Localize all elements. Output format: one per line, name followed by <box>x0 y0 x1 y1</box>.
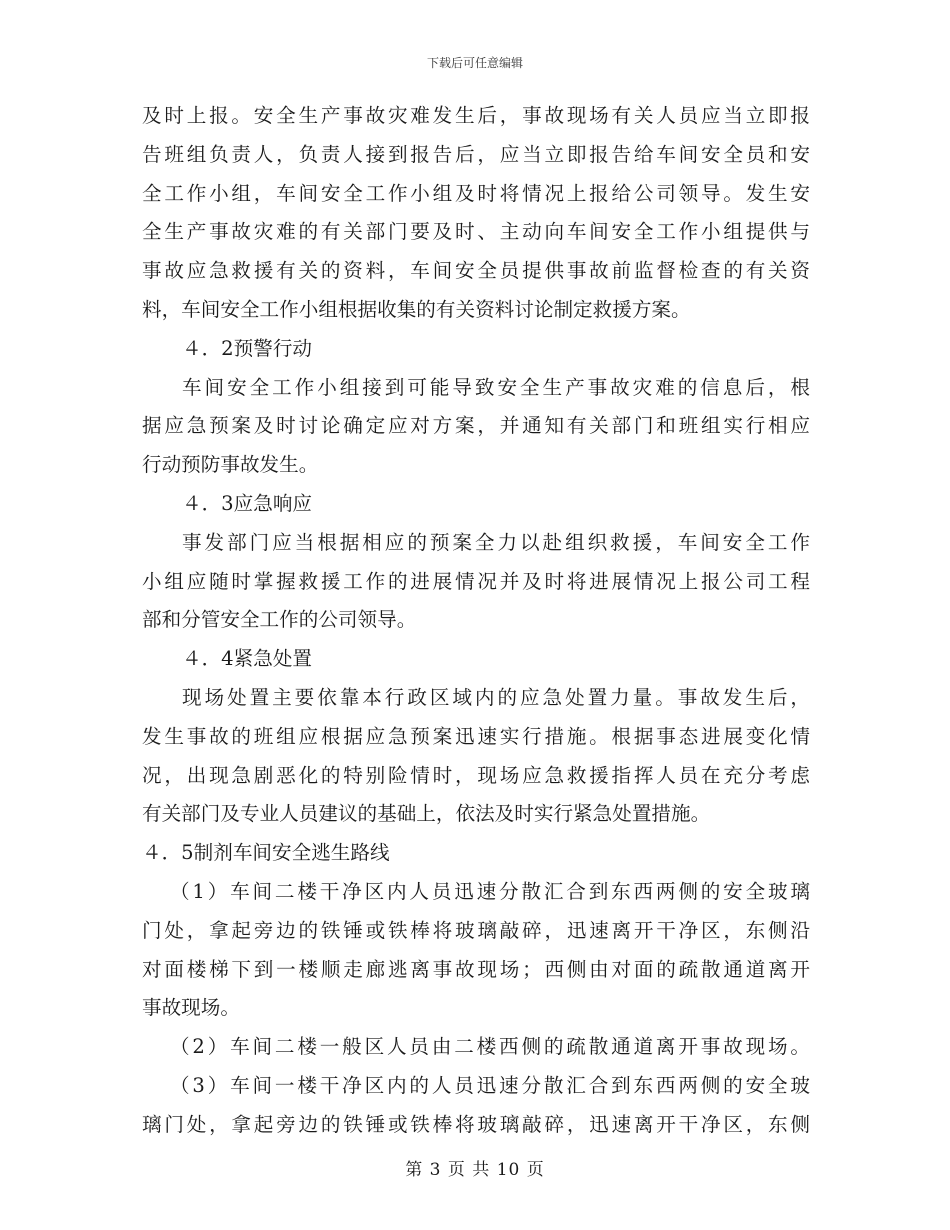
paragraph-line: 部和分管安全工作的公司领导。 <box>142 608 417 632</box>
paragraph-line: 行动预防事故发生。 <box>142 453 319 477</box>
paragraph-line: 小组应随时掌握救援工作的进展情况并及时将进展情况上报公司工程 <box>142 569 810 593</box>
paragraph-line: （1）车间二楼干净区内人员迅速分散汇合到东西两侧的安全玻璃 <box>170 879 810 903</box>
paragraph-line: 现场处置主要依靠本行政区域内的应急处置力量。事故发生后， <box>182 685 810 709</box>
document-body <box>142 97 810 1145</box>
paragraph-line: 及时上报。安全生产事故灾难发生后，事故现场有关人员应当立即报 <box>142 104 810 127</box>
paragraph-line: 车间安全工作小组接到可能导致安全生产事故灾难的信息后，根 <box>182 375 810 399</box>
section-heading: ４．3应急响应 <box>182 491 313 515</box>
paragraph-line: 门处，拿起旁边的铁锤或铁棒将玻璃敲碎，迅速离开干净区，东侧沿 <box>142 918 810 942</box>
paragraph-line: 况，出现急剧恶化的特别险情时，现场应急救援指挥人员在充分考虑 <box>142 763 810 787</box>
paragraph-line: 事故应急救援有关的资料，车间安全员提供事故前监督检查的有关资 <box>142 259 810 283</box>
paragraph-line: （2）车间二楼一般区人员由二楼西侧的疏散通道离开事故现场。 <box>170 1035 810 1059</box>
paragraph-line: 全生产事故灾难的有关部门要及时、主动向车间安全工作小组提供与 <box>142 220 810 244</box>
paragraph-line: 有关部门及专业人员建议的基础上，依法及时实行紧急处置措施。 <box>142 802 711 826</box>
paragraph-line: 料，车间安全工作小组根据收集的有关资料讨论制定救援方案。 <box>142 297 691 321</box>
section-heading: ４．4紧急处置 <box>182 647 313 671</box>
paragraph-line: 发生事故的班组应根据应急预案迅速实行措施。根据事态进展变化情 <box>142 724 810 748</box>
paragraph-line: 璃门处，拿起旁边的铁锤或铁棒将玻璃敲碎，迅速离开干净区，东侧 <box>142 1112 810 1136</box>
paragraph-line: 告班组负责人，负责人接到报告后，应当立即报告给车间安全员和安 <box>142 142 810 166</box>
paragraph-line: 全工作小组，车间安全工作小组及时将情况上报给公司领导。发生安 <box>142 181 810 205</box>
page-number: 第 3 页 共 10 页 <box>405 1160 545 1180</box>
paragraph-line: 据应急预案及时讨论确定应对方案，并通知有关部门和班组实行相应 <box>142 414 810 438</box>
section-heading: ４．2预警行动 <box>182 336 313 360</box>
paragraph-line: 对面楼梯下到一楼顺走廊逃离事故现场；西侧由对面的疏散通道离开 <box>142 957 810 981</box>
section-heading: ４．5制剂车间安全逃生路线 <box>142 841 390 865</box>
paragraph-line: 事故现场。 <box>142 996 240 1020</box>
paragraph-line: （3）车间一楼干净区内的人员迅速分散汇合到东西两侧的安全玻 <box>170 1073 810 1097</box>
paragraph-line: 事发部门应当根据相应的预案全力以赴组织救援，车间安全工作 <box>182 530 810 554</box>
page-header: 下载后可任意编辑 <box>426 56 523 70</box>
